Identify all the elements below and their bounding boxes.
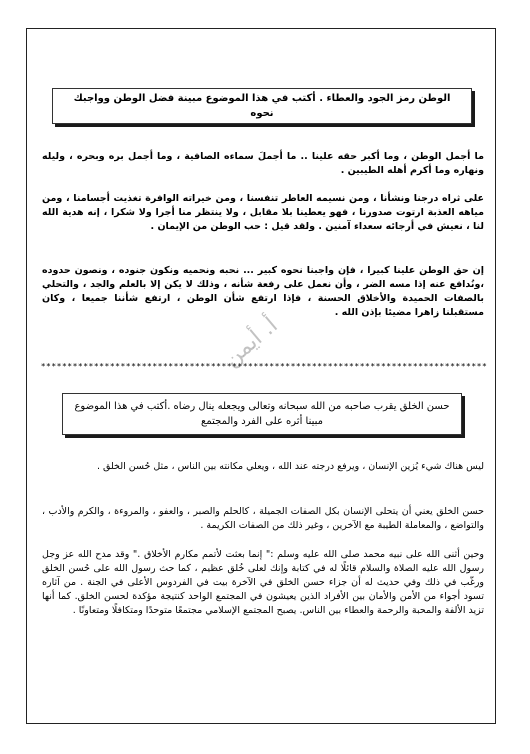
paragraph-duty: إن حق الوطن علينا كبيرا ، فإن واجبنا نحوه كبير ... نحبه ونحميه ونكون جنوده ، ونصون حدوده ،ونُدافع عنه إذا مسه الضر ، وأن نعمل على رفعة شأنه ، وذلك لا يكن إلا بالعلم والجد ، والتحلي بالصفات الحميدة والأخلاق الحسنة ، فإذا ارتفع شأن الوطن ، ارتفع شأننا جميعا ، وكان مستقبلنا زاهرا مضيئا بإذن الله .: [42, 265, 484, 318]
paragraph-body: على ثراه درجنا ونشأنا ، ومن نسيمه العاطر تنفسنا ، ومن خيراته الوافرة تغذيت أجسامنا ، ومن مياهه العذبة ارتوت صدورنا ، فهو يعطينا بلا مقابل ، ولا ينتظر منا أجرا ولا شكرا ، إنه هدية الله لنا ، نعيش في أرجائه سعداء آمنين . ولقد قيل : حب الوطن من الإيمان .: [42, 193, 484, 232]
separator-line: ************************************************************************************: [40, 362, 488, 371]
essay-prompt-good-manners: [62, 393, 462, 435]
watermark: أ. أيمن: [219, 313, 283, 372]
prompt-text: حسن الخلق يقرب صاحبه من الله سبحانه وتعالى ويجعله ينال رضاه .أكتب في هذا الموضوع مبينا أثره على الفرد والمجتمع: [74, 401, 450, 427]
paragraph-intro: ما أجمل الوطن ، وما أكبر حقه علينا .. ما أجملَ سماءه الصافية ، وما أجمل بره وبحره ، وليله ونهاره وما أكرم أهله الطيبين .: [42, 151, 484, 176]
paragraph-definition: حسن الخلق يعني أن يتحلى الإنسان بكل الصفات الجميلة ، كالحلم والصبر ، والعفو ، والمروءة ، والكرم والأدب ، والتواضع ، والمعاملة الطيبة مع الآخرين ، وغير ذلك من الصفات الكريمة .: [42, 506, 484, 531]
prompt-text: الوطن رمز الجود والعطاء . أكتب في هذا الموضوع مبينة فضل الوطن وواجبك نحوه: [73, 93, 451, 119]
essay-prompt-homeland: [52, 88, 472, 124]
paragraph-intro: ليس هناك شيء يُزين الإنسان ، ويرفع درجته عند الله ، ويعلي مكانته بين الناس ، مثل حُسن الخلق .: [96, 461, 484, 472]
paragraph-effects: وحين أثنى الله على نبيه محمد صلى الله عليه وسلم :" إنما بعثت لأتمم مكارم الأخلاق ." وقد مدح الله عز وجل رسول الله عليه الصلاة والسلام قائلًا له في كتابة وإنك لعلى خُلق عظيم ، كما حث رسول الله على حُسن الخلق ورغّب في ذلك وفي حديث له أن جزاء حسن الخلق في الآخرة بيت في الفردوس الأعلى في الجنة . من آثاره تسود أجواء من الأمن والأمان بين الأفراد الذين يعيشون في المجتمع الواحد كنتيجة مؤكدة لحسن الخلق. كما أنها تزيد الألفة والمحبة والرحمة والعطاء بين الناس. يصبح المجتمع الإسلامي مجتمعًا متوحدًا ومتكافلًا ومتعاونًا .: [42, 549, 484, 616]
page-border: [26, 28, 496, 724]
